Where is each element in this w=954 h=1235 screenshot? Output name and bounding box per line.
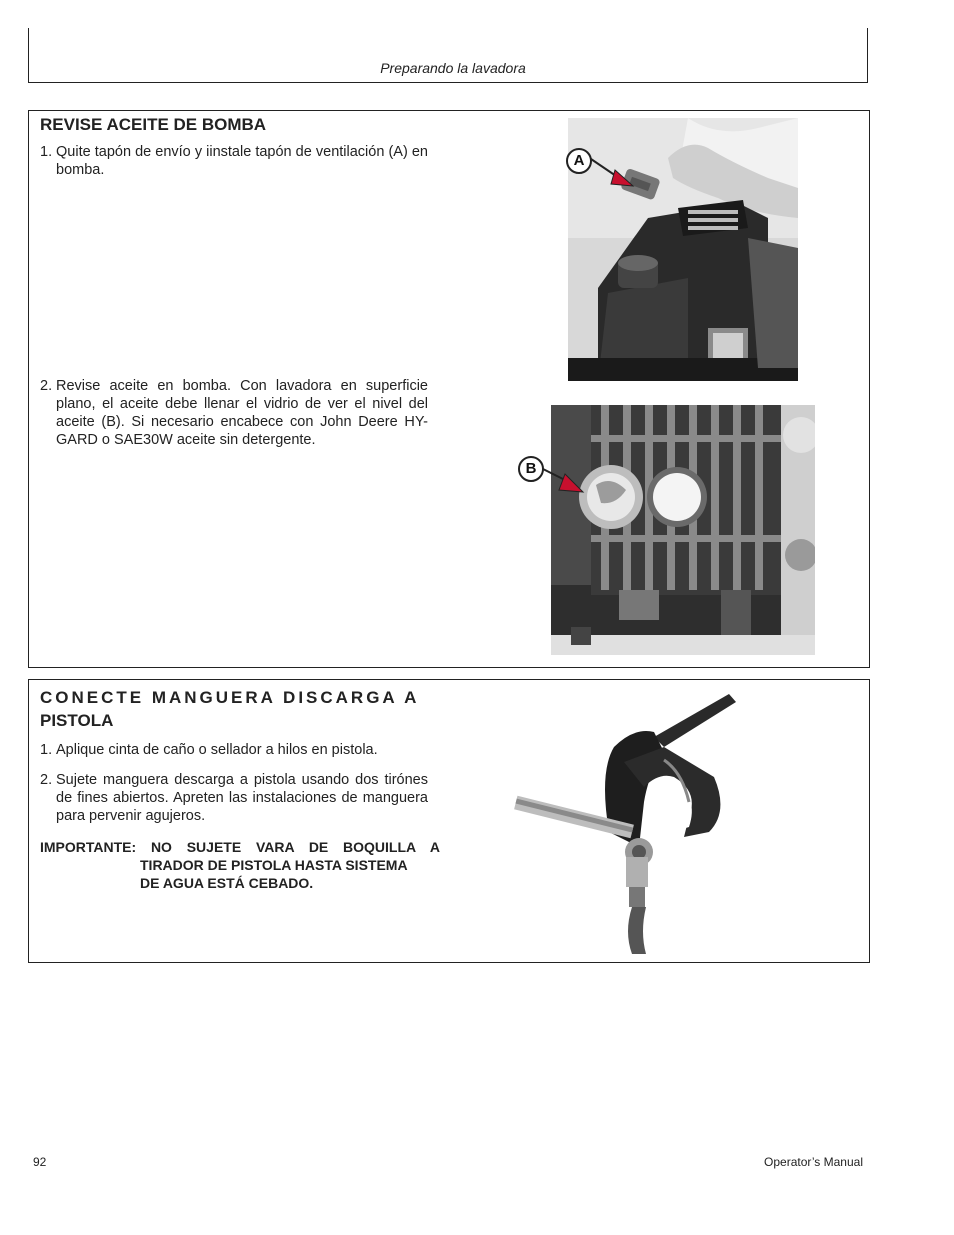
- section-title: REVISE ACEITE DE BOMBA: [40, 115, 267, 134]
- callout-a: A: [566, 148, 592, 174]
- arrow-b-icon: [541, 466, 586, 496]
- oil-sight-glass-photo: [551, 405, 815, 655]
- step-1: [40, 143, 428, 179]
- header-section-title: Preparando la lavadora: [380, 60, 526, 76]
- step-text: Sujete manguera descarga a pistola usando dos tirónes de fines abiertos. Apreten las instalaciones de manguera para pervenir agujeros.: [56, 772, 428, 824]
- section-title: [40, 686, 440, 732]
- step-1: [40, 741, 428, 759]
- section-check-pump-oil: [28, 110, 870, 668]
- header-box: [28, 28, 868, 83]
- section-title-line1: CONECTE MANGUERA DISCARGA A: [40, 688, 420, 707]
- step-number: 1.: [40, 144, 53, 160]
- important-line-1: IMPORTANTE: NO SUJETE VARA DE BOQUILLA A: [40, 839, 440, 855]
- arrow-a-icon: [589, 156, 639, 196]
- page-number: 92: [33, 1155, 47, 1169]
- manual-name: Operator’s Manual: [764, 1155, 863, 1169]
- section-title-line2: PISTOLA: [40, 711, 114, 730]
- step-2: [40, 771, 428, 825]
- step-number: 2.: [40, 378, 53, 394]
- step-text: Revise aceite en bomba. Con lavadora en superficie plano, el aceite debe llenar el vidrio de ver el nivel del aceite (B). Si necesario encabece con John Deere HY-GARD o SAE30W aceite sin detergente.: [56, 378, 428, 448]
- step-number: 2.: [40, 772, 53, 788]
- important-line-2: TIRADOR DE PISTOLA HASTA SISTEMA: [140, 857, 408, 873]
- step-number: 1.: [40, 742, 53, 758]
- step-text: Quite tapón de envío y iinstale tapón de ventilación (A) en bomba.: [56, 144, 428, 178]
- step-text: Aplique cinta de caño o sellador a hilos en pistola.: [56, 742, 378, 758]
- section-connect-discharge-hose: [28, 679, 870, 963]
- important-note: [40, 838, 440, 892]
- callout-b: B: [518, 456, 544, 482]
- step-2: [40, 377, 428, 449]
- spray-gun-photo: [514, 692, 754, 954]
- important-line-3: DE AGUA ESTÁ CEBADO.: [140, 875, 314, 891]
